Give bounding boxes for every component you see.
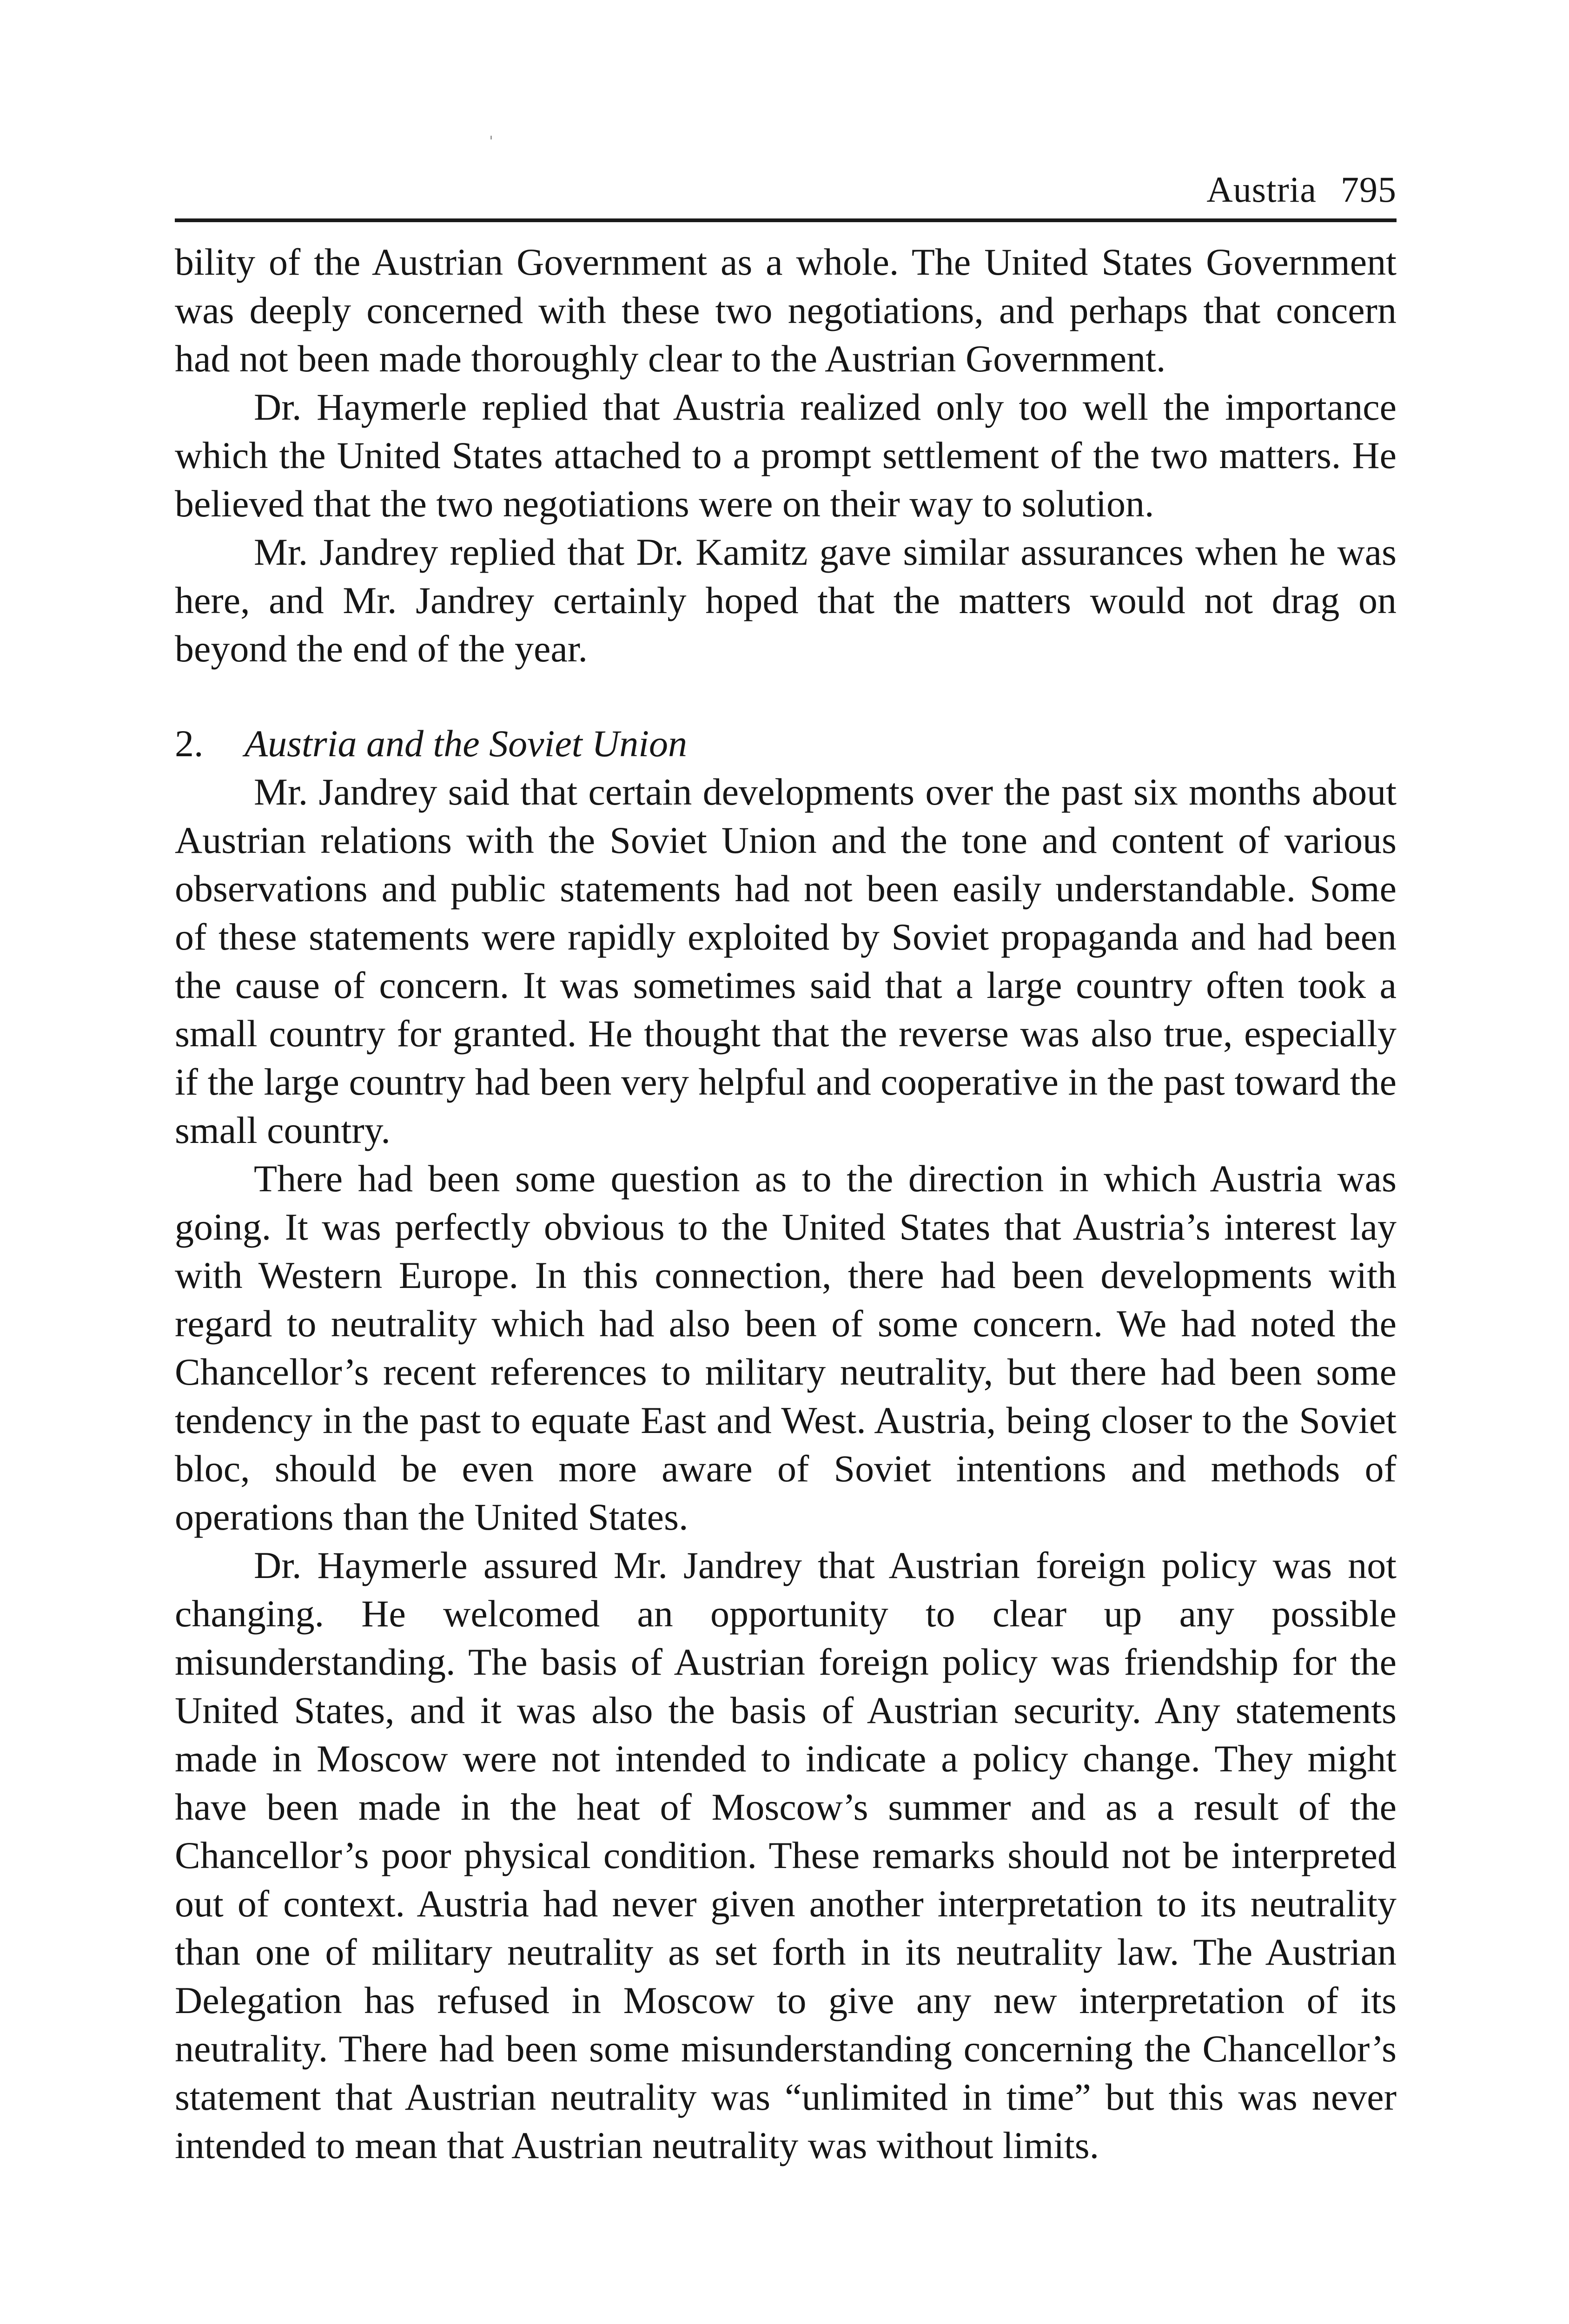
paragraph: There had been some question as to the direction in which Austria was going. It was perfectly obvious to the United States that Austria’s interest lay with Western Europe. In this connection, there had been developments with regard to neutrality which had also been of some concern. We had noted the Chancellor’s recent references to military neutrality, but there had been some tendency in the past to equate East and West. Austria, being closer to the Soviet bloc, should be even more aware of Soviet intentions and methods of operations than the United States. (175, 1157, 1397, 1538)
section-heading (175, 720, 1397, 768)
paragraph-continued: bility of the Austrian Government as a whole. The United States Government was deeply concerned with these two negotiations, and perhaps that concern had not been made thoroughly clear to the Austrian Government. (175, 241, 1397, 380)
header-title: Austria (1206, 169, 1317, 210)
paragraph: Dr. Haymerle replied that Austria realized only too well the importance which the United States attached to a prompt settlement of the two matters. He believed that the two negotiations were on their way to solution. (175, 386, 1397, 525)
section-number: 2. (175, 722, 204, 765)
header-rule (175, 218, 1397, 222)
paragraph: Mr. Jandrey replied that Dr. Kamitz gave similar assurances when he was here, and Mr. Jandrey certainly hoped that the matters would not drag on beyond the end of the year. (175, 531, 1397, 670)
paragraph: Mr. Jandrey said that certain developments over the past six months about Austrian relations with the Soviet Union and the tone and content of various observations and public statements had not been easily understandable. Some of these statements were rapidly exploited by Soviet propaganda and had been the cause of concern. It was sometimes said that a large country often took a small country for granted. He thought that the reverse was also true, especially if the large country had been very helpful and cooperative in the past toward the small country. (175, 771, 1397, 1151)
document-page (175, 167, 1397, 2170)
scan-speck-top (490, 136, 492, 139)
paragraph: Dr. Haymerle assured Mr. Jandrey that Austrian foreign policy was not changing. He welcomed an opportunity to clear up any possible misunderstanding. The basis of Austrian foreign policy was friendship for the United States, and it was also the basis of Austrian security. Any statements made in Moscow were not intended to indicate a policy change. They might have been made in the heat of Moscow’s summer and as a result of the Chancellor’s poor physical condition. These remarks should not be interpreted out of context. Austria had never given another interpretation to its neutrality than one of military neutrality as set forth in its neutrality law. The Austrian Delegation has refused in Moscow to give any new interpretation of its neutrality. There had been some misunderstanding concerning the Chancellor’s statement that Austrian neutrality was “unlimited in time” but this was never intended to mean that Austrian neutrality was without limits. (175, 1544, 1397, 2166)
section-title: Austria and the Soviet Union (245, 722, 688, 765)
page-number: 795 (1341, 169, 1397, 210)
running-header (175, 167, 1397, 212)
body-text (175, 238, 1397, 2170)
